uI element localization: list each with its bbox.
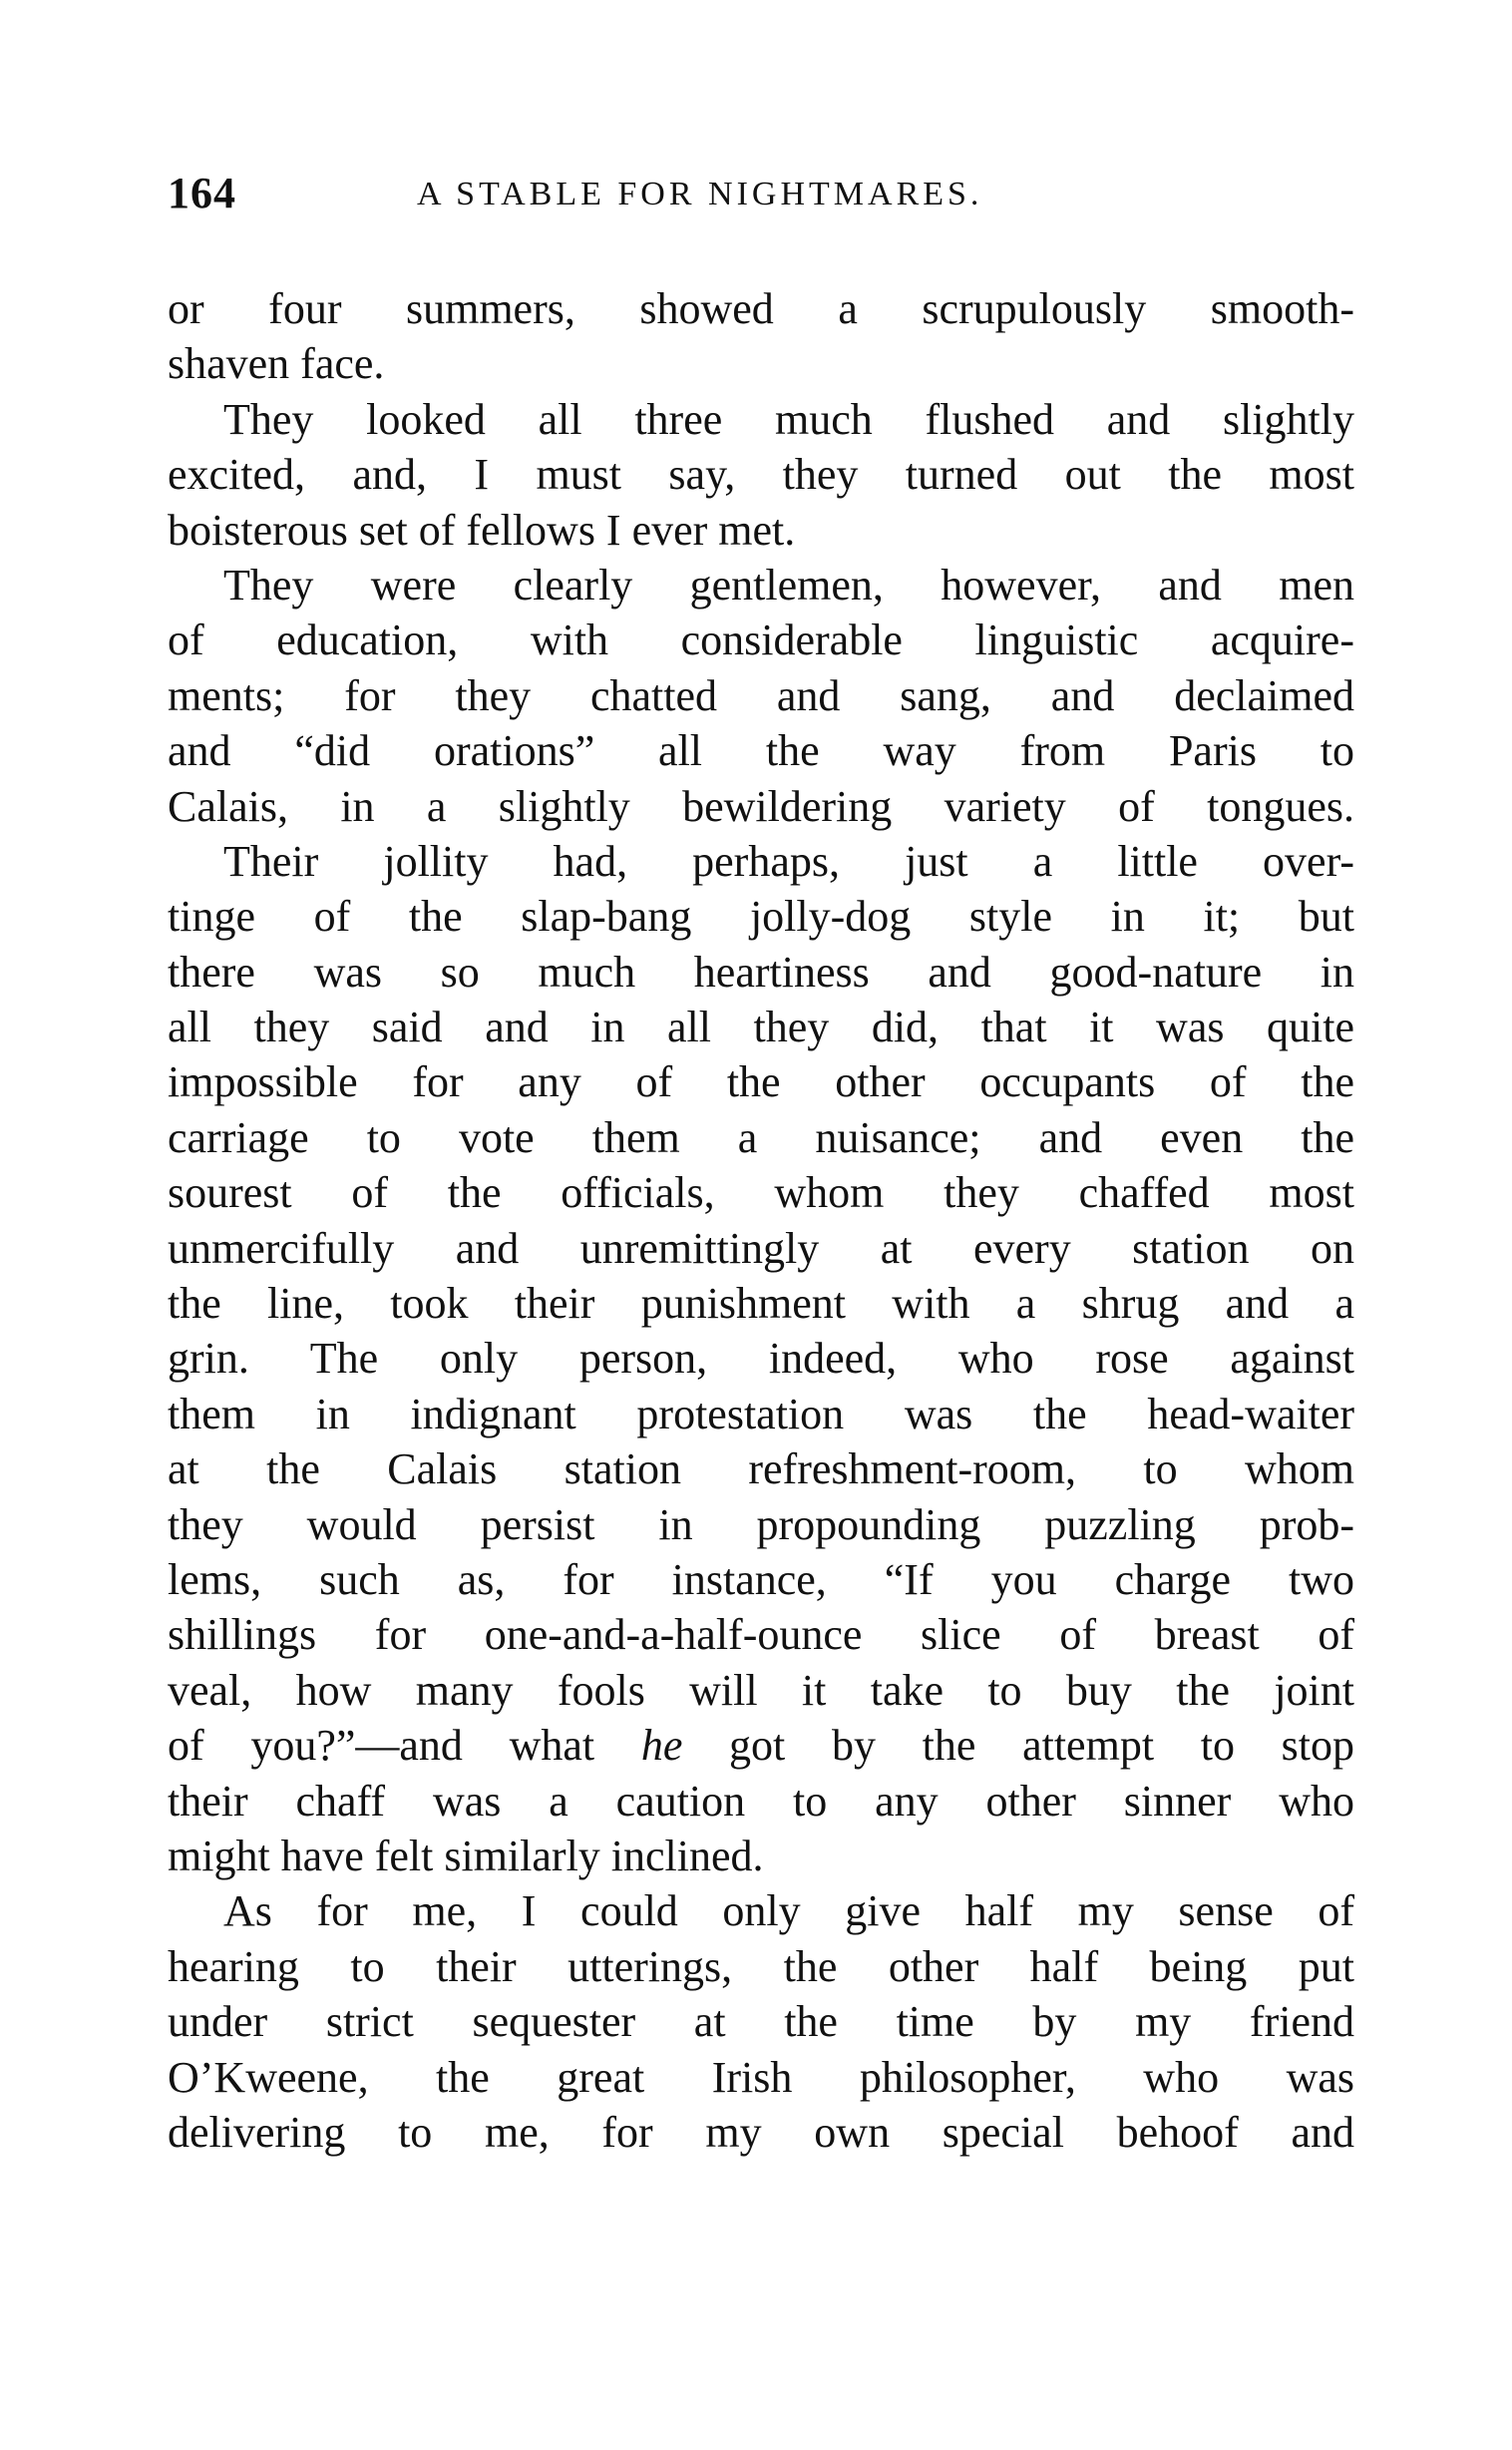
text-line: ments; for they chatted and sang, and declaimed bbox=[168, 670, 1354, 720]
text-line: grin. The only person, indeed, who rose against bbox=[168, 1334, 1354, 1384]
text-line: impossible for any of the other occupants of the bbox=[168, 1057, 1354, 1107]
paragraph-first-line: They were clearly gentlemen, however, and men bbox=[223, 560, 1354, 610]
paragraph-first-line: They looked all three much flushed and slightly bbox=[223, 394, 1354, 444]
text-line: veal, how many fools will it take to buy the joint bbox=[168, 1665, 1354, 1715]
body-text bbox=[168, 281, 1354, 2160]
text-line: unmercifully and unremittingly at every station on bbox=[168, 1223, 1354, 1273]
text-segment: got by the attempt to stop bbox=[682, 1721, 1354, 1771]
text-line: shaven face. bbox=[168, 339, 385, 389]
running-head: A STABLE FOR NIGHTMARES. bbox=[417, 176, 983, 212]
text-line: O’Kweene, the great Irish philosopher, who was bbox=[168, 2052, 1354, 2102]
text-line: carriage to vote them a nuisance; and even the bbox=[168, 1112, 1354, 1162]
text-line: boisterous set of fellows I ever met. bbox=[168, 505, 796, 555]
text-line: Calais, in a slightly bewildering variety of tongues. bbox=[168, 781, 1354, 831]
italic-word: he bbox=[640, 1721, 683, 1771]
text-line: and “did orations” all the way from Paris to bbox=[168, 726, 1354, 776]
text-line: or four summers, showed a scrupulously smooth- bbox=[168, 284, 1354, 333]
text-line: excited, and, I must say, they turned out the most bbox=[168, 450, 1354, 500]
text-line: under strict sequester at the time by my friend bbox=[168, 1997, 1354, 2047]
text-line: hearing to their utterings, the other half being put bbox=[168, 1941, 1354, 1991]
text-segment: of you?”—and what bbox=[168, 1721, 641, 1771]
text-line: tinge of the slap-bang jolly-dog style in it; but bbox=[168, 892, 1354, 942]
paragraph-first-line: As for me, I could only give half my sense of bbox=[223, 1886, 1354, 1936]
page-number: 164 bbox=[168, 169, 236, 217]
text-line: the line, took their punishment with a shrug and a bbox=[168, 1279, 1354, 1329]
page-header bbox=[168, 168, 1354, 227]
text-line: they would persist in propounding puzzling prob- bbox=[168, 1499, 1354, 1549]
text-line-with-italic bbox=[168, 1718, 1354, 1773]
text-line: shillings for one-and-a-half-ounce slice of breast of bbox=[168, 1610, 1354, 1660]
text-line: sourest of the officials, whom they chaffed most bbox=[168, 1168, 1354, 1218]
text-line: delivering to me, for my own special behoof and bbox=[168, 2107, 1354, 2157]
text-line: lems, such as, for instance, “If you charge two bbox=[168, 1554, 1354, 1604]
text-line: of education, with considerable linguistic acquire- bbox=[168, 615, 1354, 665]
text-line: their chaff was a caution to any other sinner who bbox=[168, 1776, 1354, 1826]
text-line: all they said and in all they did, that it was quite bbox=[168, 1003, 1354, 1052]
text-line: at the Calais station refreshment-room, to whom bbox=[168, 1444, 1354, 1494]
text-line: might have felt similarly inclined. bbox=[168, 1831, 764, 1880]
text-line: them in indignant protestation was the head-waiter bbox=[168, 1389, 1354, 1438]
text-line: there was so much heartiness and good-nature in bbox=[168, 947, 1354, 997]
paragraph-first-line: Their jollity had, perhaps, just a little over- bbox=[223, 836, 1354, 886]
